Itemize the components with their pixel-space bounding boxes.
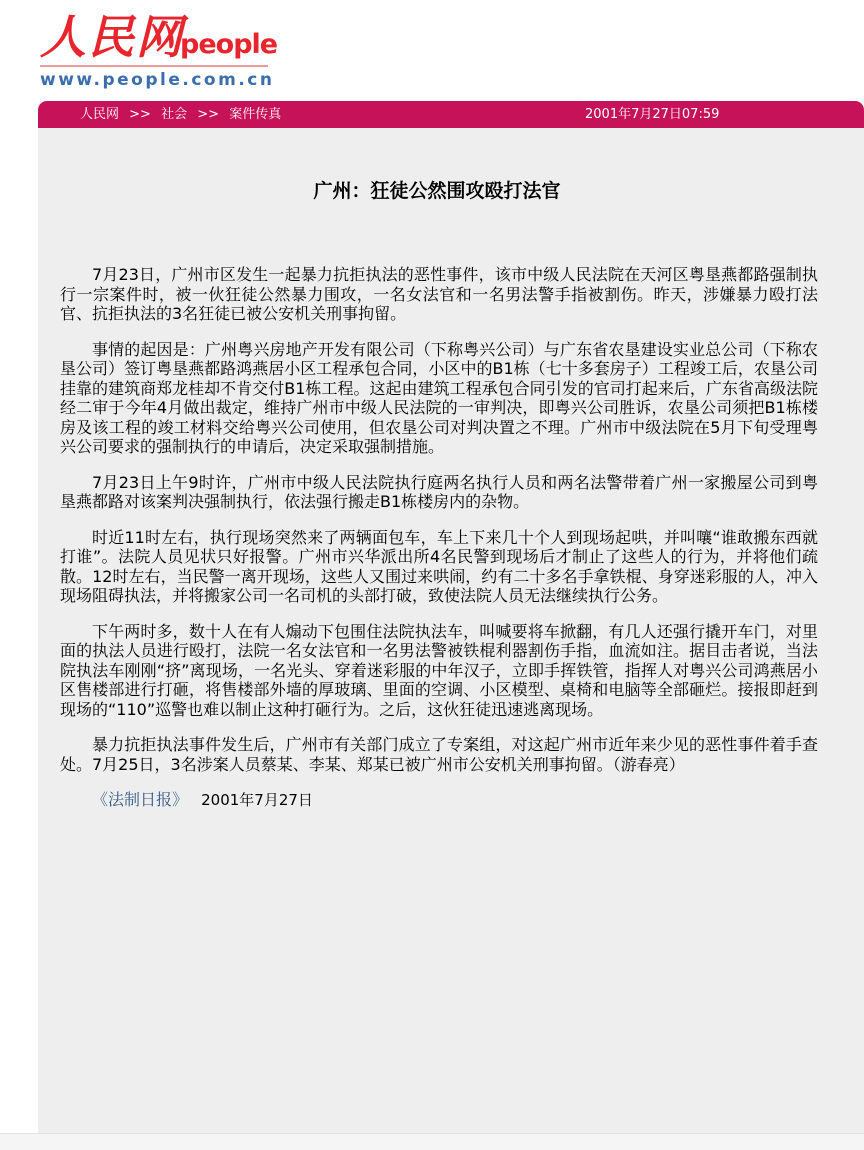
source-publication-link[interactable]: 《法制日报》: [92, 790, 189, 809]
breadcrumb: [38, 107, 281, 122]
article-paragraph: 7月23日上午9时许，广州市中级人民法院执行庭两名执行人员和两名法警带着广州一家搬屋公司到粤垦燕都路对该案判决强制执行，依法强行搬走B1栋楼房内的杂物。: [60, 472, 818, 511]
breadcrumb-link-case-news[interactable]: 案件传真: [229, 107, 282, 122]
site-logo-link[interactable]: [40, 0, 277, 90]
page-footer-strip: [0, 1133, 864, 1150]
article-body: [38, 265, 864, 811]
article-paragraph: 事情的起因是：广州粤兴房地产开发有限公司（下称粤兴公司）与广东省农垦建设实业总公司（下称农垦公司）签订粤垦燕都路鸿燕居小区工程承包合同，小区中的B1栋（七十多套房子）工程竣工后，农垦公司挂靠的建筑商郑龙桂却不肯交付B1栋工程。这起由建筑工程承包合同引发的官司打起来后，广东省高级法院经二审于今年4月做出裁定，维持广州市中级人民法院的一审判决，即粤兴公司胜诉，农垦公司须把B1栋楼房及该工程的竣工材料交给粤兴公司使用，但农垦公司对判决置之不理。广州市中级法院在5月下旬受理粤兴公司要求的强制执行的申请后，决定采取强制措施。: [60, 339, 818, 456]
site-header: [0, 0, 864, 101]
site-logo: [40, 6, 277, 62]
breadcrumb-separator: >>: [129, 107, 151, 122]
logo-underline: [40, 65, 268, 67]
logo-english-text: people: [180, 29, 278, 60]
breadcrumb-link-home[interactable]: 人民网: [80, 107, 120, 122]
breadcrumb-link-society[interactable]: 社会: [161, 107, 188, 122]
source-line: [60, 790, 818, 811]
publish-datetime: 2001年7月27日07:59: [585, 107, 720, 122]
breadcrumb-bar: [38, 101, 864, 128]
logo-chinese-text: 人民网: [40, 10, 184, 64]
article-paragraph: 7月23日，广州市区发生一起暴力抗拒执法的恶性事件，该市中级人民法院在天河区粤垦燕都路强制执行一宗案件时，被一伙狂徒公然暴力围攻，一名女法官和一名男法警手指被割伤。昨天，涉嫌暴力殴打法官、抗拒执法的3名狂徒已被公安机关刑事拘留。: [60, 265, 818, 323]
article-paragraph: 时近11时左右，执行现场突然来了两辆面包车，车上下来几十个人到现场起哄，并叫嚷“谁敢搬东西就打谁”。法院人员见状只好报警。广州市兴华派出所4名民警到现场后才制止了这些人的行为，并将他们疏散。12时左右，当民警一离开现场，这些人又围过来哄闹，约有二十多名手拿铁棍、身穿迷彩服的人，冲入现场阻碍执法，并将搬家公司一名司机的头部打破，致使法院人员无法继续执行公务。: [60, 527, 818, 605]
article-paragraph: 下午两时多，数十人在有人煽动下包围住法院执法车，叫喊要将车掀翻，有几人还强行撬开车门，对里面的执法人员进行殴打，法院一名女法官和一名男法警被铁棍利器割伤手指，血流如注。据目击者说，当法院执法车刚刚“挤”离现场，一名光头、穿着迷彩服的中年汉子，立即手挥铁管，指挥人对粤兴公司鸿燕居小区售楼部进行打砸，将售楼部外墙的厚玻璃、里面的空调、小区模型、桌椅和电脑等全部砸烂。接报即赶到现场的“110”巡警也难以制止这种打砸行为。之后，这伙狂徒迅速逃离现场。: [60, 621, 818, 719]
article-panel: [38, 128, 864, 1133]
article-paragraph: 暴力抗拒执法事件发生后，广州市有关部门成立了专案组，对这起广州市近年来少见的恶性事件着手查处。7月25日，3名涉案人员蔡某、李某、郑某已被广州市公安机关刑事拘留。（游春亮）: [60, 735, 818, 774]
article-title: 广州：狂徒公然围攻殴打法官: [313, 180, 561, 202]
breadcrumb-separator: >>: [197, 107, 220, 122]
site-url-text: www.people.com.cn: [40, 70, 275, 90]
source-date: 2001年7月27日: [201, 791, 313, 809]
